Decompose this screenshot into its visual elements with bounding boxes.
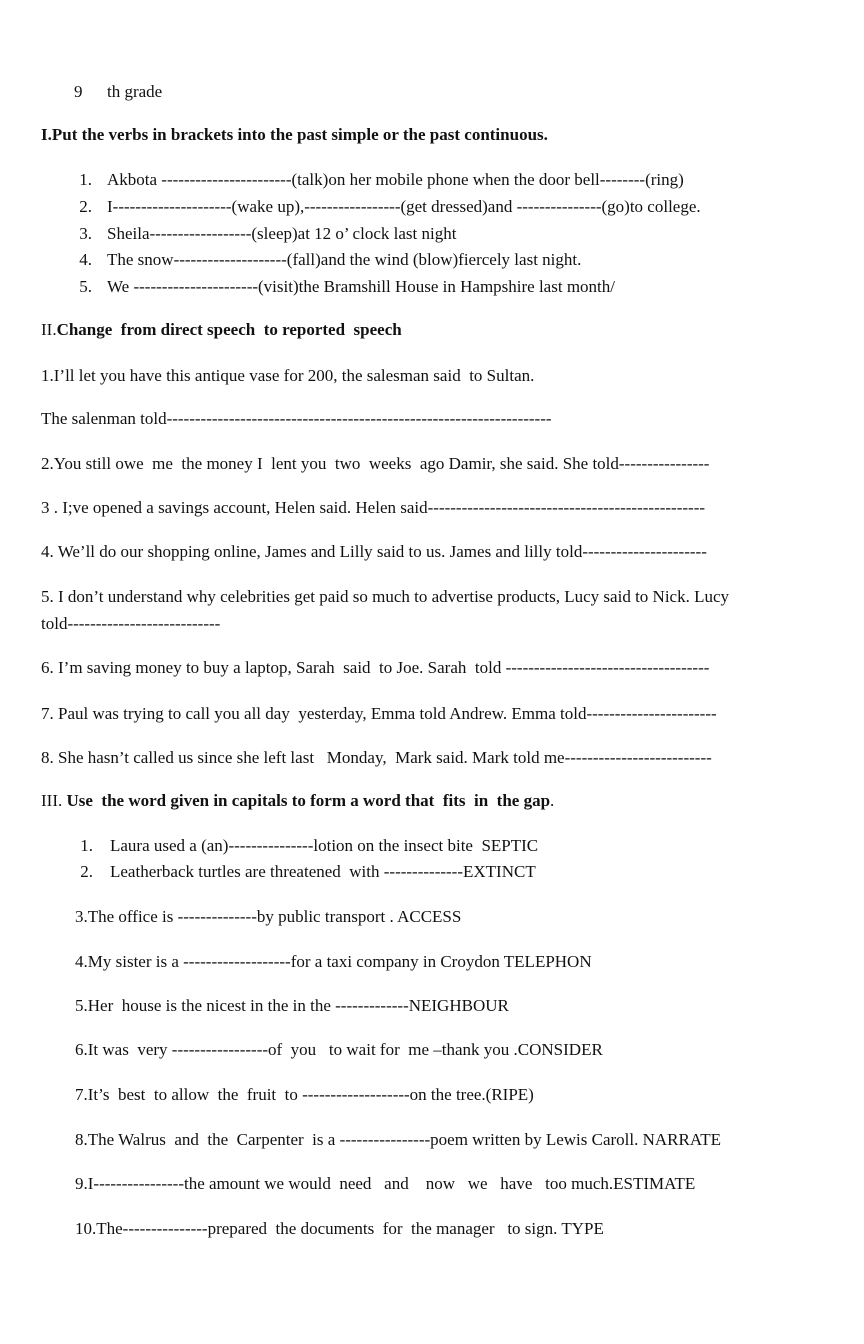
s3-line-7: 7.It’s best to allow the fruit to -------------------on the tree.(RIPE) [75,1085,534,1104]
s2-line-4: 3 . I;ve opened a savings account, Helen said. Helen said------------------------------------------------- [41,498,706,517]
s1-item-5-text: We ----------------------(visit)the Bramshill House in Hampshire last month/ [107,277,615,296]
s2-line-2: The salenman told-------------------------------------------------------------------- [41,409,552,428]
s2-line-3: 2.You still owe me the money I lent you two weeks ago Damir, she said. She told---------------- [41,454,710,473]
s3-item-2-text: Leatherback turtles are threatened with --------------EXTINCT [110,862,536,881]
s3-line-6: 6.It was very -----------------of you to wait for me –thank you .CONSIDER [75,1040,603,1059]
s2-line-8: 7. Paul was trying to call you all day yesterday, Emma told Andrew. Emma told----------------------- [41,704,717,723]
s3-line-8: 8.The Walrus and the Carpenter is a ----------------poem written by Lewis Caroll. NARRATE [75,1130,721,1149]
section-2-heading [41,320,402,340]
s1-item-4-number: 4. [79,250,92,269]
s1-item-2-number: 2. [79,197,92,216]
s3-line-5: 5.Her house is the nicest in the in the -------------NEIGHBOUR [75,996,509,1015]
s3-item-1-number: 1. [80,836,93,855]
s3-line-9: 9.I----------------the amount we would need and now we have too much.ESTIMATE [75,1174,696,1193]
s3-line-3: 3.The office is --------------by public transport . ACCESS [75,907,462,926]
s2-line-1: 1.I’ll let you have this antique vase for 200, the salesman said to Sultan. [41,366,535,385]
section-3-heading-prefix: III. [41,791,67,810]
grade-label: th grade [107,82,163,101]
s3-line-10: 10.The---------------prepared the documents for the manager to sign. TYPE [75,1219,604,1238]
s3-line-4: 4.My sister is a -------------------for a taxi company in Croydon TELEPHON [75,952,592,971]
s3-item-1-text: Laura used a (an)---------------lotion on the insect bite SEPTIC [110,836,539,855]
s2-line-6b: told--------------------------- [41,614,221,633]
section-3-heading-title: Use the word given in capitals to form a word that fits in the gap [66,791,551,810]
s1-item-3-number: 3. [79,224,92,243]
s2-line-9: 8. She hasn’t called us since she left last Monday, Mark said. Mark told me-------------------------- [41,748,712,767]
s1-item-1-number: 1. [79,170,92,189]
s1-item-2-text: I---------------------(wake up),-----------------(get dressed)and ---------------(go)to college. [107,197,701,216]
section-3-heading-suffix: . [550,791,555,810]
s2-line-7: 6. I’m saving money to buy a laptop, Sarah said to Joe. Sarah told ------------------------------------ [41,658,710,677]
s1-item-3-text: Sheila------------------(sleep)at 12 o’ clock last night [107,224,457,243]
section-3-heading [41,791,554,811]
s2-line-5: 4. We’ll do our shopping online, James and Lilly said to us. James and lilly told---------------------- [41,542,707,561]
section-2-heading-prefix: II. [41,320,57,339]
s2-line-6a: 5. I don’t understand why celebrities get paid so much to advertise products, Lucy said to Nick. Lucy [41,587,730,606]
s3-item-2-number: 2. [80,862,93,881]
section-1-heading: I.Put the verbs in brackets into the past simple or the past continuous. [41,125,548,144]
section-2-heading-title: Change from direct speech to reported speech [56,320,402,339]
s1-item-5-number: 5. [79,277,92,296]
s1-item-4-text: The snow--------------------(fall)and the wind (blow)fiercely last night. [107,250,582,269]
s1-item-1-text: Akbota -----------------------(talk)on her mobile phone when the door bell--------(ring) [107,170,684,189]
grade-number: 9 [74,82,83,101]
